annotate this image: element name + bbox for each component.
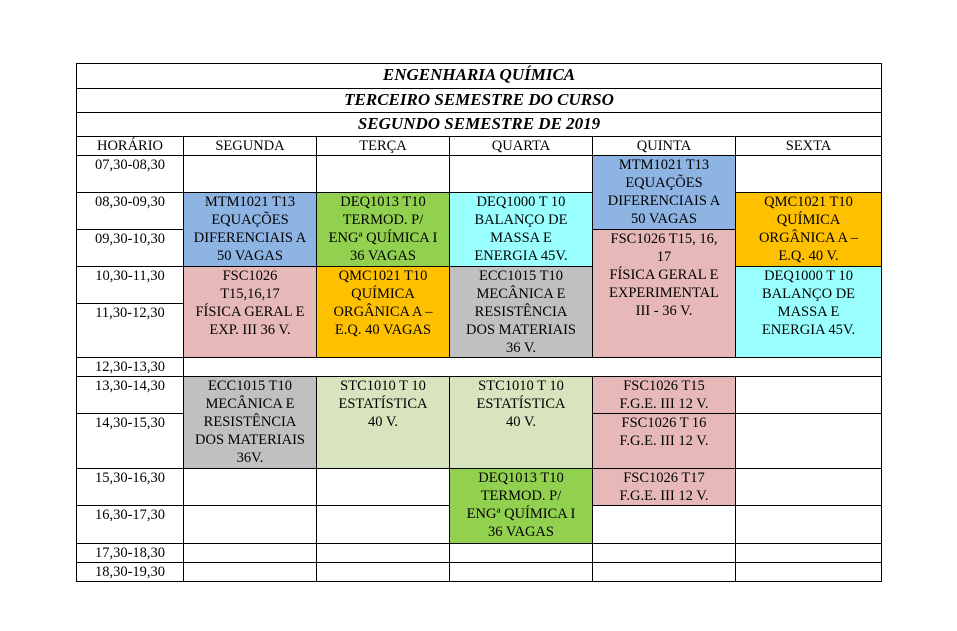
- empty-cell: [184, 469, 317, 506]
- semester-subtitle: TERCEIRO SEMESTRE DO CURSO: [77, 89, 882, 113]
- class-text-line: DIFERENCIAIS A: [193, 230, 307, 246]
- header-horario: HORÁRIO: [77, 137, 184, 156]
- class-text-line: DOS MATERIAIS: [195, 432, 305, 448]
- class-text-line: STC1010 T 10: [478, 378, 564, 394]
- class-cell: [593, 377, 736, 414]
- class-text-line: FSC1026 T15, 16,: [610, 231, 718, 247]
- time-slot: 09,30-10,30: [77, 230, 184, 267]
- class-text-line: RESISTÊNCIA: [474, 304, 568, 320]
- class-text-line: E.Q. 40 VAGAS: [334, 322, 432, 338]
- empty-cell: [593, 506, 736, 544]
- empty-cell: [736, 469, 882, 506]
- course-title: ENGENHARIA QUÍMICA: [77, 64, 882, 89]
- class-text-line: DEQ1013 T10: [478, 470, 564, 486]
- class-text-line: F.G.E. III 12 V.: [619, 488, 709, 504]
- empty-cell: [450, 563, 593, 582]
- empty-cell: [317, 563, 450, 582]
- time-slot: 13,30-14,30: [77, 377, 184, 414]
- class-text-line: QMC1021 T10: [338, 268, 428, 284]
- class-text-line: FSC1026 T17: [623, 470, 705, 486]
- class-text-line: BALANÇO DE: [474, 212, 568, 228]
- class-text-line: MECÂNICA E: [476, 286, 566, 302]
- class-text-line: ENGª QUÍMICA I: [328, 230, 438, 246]
- empty-cell: [736, 377, 882, 414]
- class-text-line: TERMOD. P/: [342, 212, 424, 228]
- class-text-line: DEQ1013 T10: [340, 194, 426, 210]
- class-text-line: 36 VAGAS: [350, 248, 416, 264]
- class-text-line: FÍSICA GERAL E: [609, 267, 719, 283]
- class-text-line: 40 V.: [367, 414, 399, 430]
- class-text-line: 17: [656, 249, 672, 265]
- time-slot: 10,30-11,30: [77, 267, 184, 304]
- class-text-line: E.Q. 40 V.: [778, 248, 839, 264]
- class-cell: [593, 156, 736, 230]
- class-text-line: DIFERENCIAIS A: [607, 193, 721, 209]
- header-quinta: QUINTA: [593, 137, 736, 156]
- class-text-line: 36 VAGAS: [488, 524, 554, 540]
- class-cell: [450, 193, 593, 267]
- class-text-line: MTM1021 T13: [204, 194, 296, 210]
- class-text-line: 50 VAGAS: [217, 248, 283, 264]
- empty-cell: [736, 156, 882, 193]
- class-cell: [317, 267, 450, 358]
- class-cell: [184, 267, 317, 358]
- empty-cell: [593, 563, 736, 582]
- class-text-line: EQUAÇÕES: [211, 212, 289, 228]
- class-cell: [736, 267, 882, 358]
- time-slot: 18,30-19,30: [77, 563, 184, 582]
- class-text-line: FSC1026 T 16: [621, 415, 707, 431]
- class-text-line: MASSA E: [777, 304, 840, 320]
- class-text-line: MTM1021 T13: [618, 157, 710, 173]
- class-text-line: FSC1026 T15: [623, 378, 705, 394]
- class-cell: [184, 377, 317, 469]
- empty-cell: [450, 544, 593, 563]
- empty-cell: [736, 414, 882, 469]
- class-text-line: RESISTÊNCIA: [203, 414, 297, 430]
- empty-cell: [184, 156, 317, 193]
- header-terca: TERÇA: [317, 137, 450, 156]
- header-quarta: QUARTA: [450, 137, 593, 156]
- class-text-line: ENGª QUÍMICA I: [466, 506, 576, 522]
- empty-cell: [317, 506, 450, 544]
- class-cell: [593, 230, 736, 358]
- empty-cell: [184, 506, 317, 544]
- class-text-line: FSC1026: [222, 268, 278, 284]
- class-text-line: ECC1015 T10: [479, 268, 563, 284]
- class-text-line: ECC1015 T10: [208, 378, 292, 394]
- class-text-line: F.G.E. III 12 V.: [619, 396, 709, 412]
- time-slot: 17,30-18,30: [77, 544, 184, 563]
- class-text-line: ORGÂNICA A –: [758, 230, 859, 246]
- class-text-line: 50 VAGAS: [631, 211, 697, 227]
- class-text-line: DEQ1000 T 10: [476, 194, 566, 210]
- class-text-line: MECÂNICA E: [205, 396, 295, 412]
- class-text-line: 40 V.: [505, 414, 537, 430]
- empty-cell: [736, 563, 882, 582]
- class-cell: [736, 193, 882, 267]
- class-cell: [450, 469, 593, 544]
- class-text-line: T15,16,17: [220, 286, 280, 302]
- class-text-line: QMC1021 T10: [764, 194, 853, 210]
- class-text-line: TERMOD. P/: [480, 488, 562, 504]
- empty-cell: [450, 156, 593, 193]
- class-text-line: BALANÇO DE: [761, 286, 856, 302]
- empty-cell: [593, 544, 736, 563]
- class-text-line: QUÍMICA: [351, 286, 415, 302]
- class-cell: [317, 377, 450, 469]
- class-cell: [317, 193, 450, 267]
- empty-cell: [317, 469, 450, 506]
- class-text-line: STC1010 T 10: [340, 378, 426, 394]
- class-cell: [593, 469, 736, 506]
- time-slot: 12,30-13,30: [77, 358, 184, 377]
- class-text-line: DOS MATERIAIS: [466, 322, 576, 338]
- empty-cell: [736, 506, 882, 544]
- class-text-line: 36 V.: [505, 340, 537, 356]
- class-cell: [450, 377, 593, 469]
- empty-cell: [317, 544, 450, 563]
- time-slot: 08,30-09,30: [77, 193, 184, 230]
- header-sexta: SEXTA: [736, 137, 882, 156]
- empty-cell: [736, 544, 882, 563]
- class-text-line: ESTATÍSTICA: [338, 396, 428, 412]
- time-slot: 07,30-08,30: [77, 156, 184, 193]
- schedule-table: [76, 63, 882, 582]
- empty-cell: [317, 156, 450, 193]
- class-text-line: ESTATÍSTICA: [476, 396, 566, 412]
- time-slot: 16,30-17,30: [77, 506, 184, 544]
- empty-cell: [184, 544, 317, 563]
- class-cell: [184, 193, 317, 267]
- class-text-line: EXP. III 36 V.: [209, 322, 291, 338]
- class-text-line: EQUAÇÕES: [625, 175, 703, 191]
- class-text-line: ENERGIA 45V.: [761, 322, 856, 338]
- class-cell: [593, 414, 736, 469]
- class-text-line: DEQ1000 T 10: [764, 268, 853, 284]
- class-text-line: ENERGIA 45V.: [474, 248, 568, 264]
- time-slot: 14,30-15,30: [77, 414, 184, 469]
- class-cell: [450, 267, 593, 358]
- time-slot: 15,30-16,30: [77, 469, 184, 506]
- class-text-line: III - 36 V.: [635, 303, 693, 319]
- class-text-line: EXPERIMENTAL: [609, 285, 719, 301]
- year-subtitle: SEGUNDO SEMESTRE DE 2019: [77, 113, 882, 137]
- header-segunda: SEGUNDA: [184, 137, 317, 156]
- empty-cell: [184, 563, 317, 582]
- class-text-line: ORGÂNICA A –: [333, 304, 433, 320]
- class-text-line: 36V.: [236, 450, 264, 466]
- lunch-break-cell: [184, 358, 882, 377]
- time-slot: 11,30-12,30: [77, 304, 184, 358]
- class-text-line: MASSA E: [490, 230, 552, 246]
- class-text-line: QUÍMICA: [776, 212, 841, 228]
- class-text-line: FÍSICA GERAL E: [195, 304, 305, 320]
- class-text-line: F.G.E. III 12 V.: [619, 433, 709, 449]
